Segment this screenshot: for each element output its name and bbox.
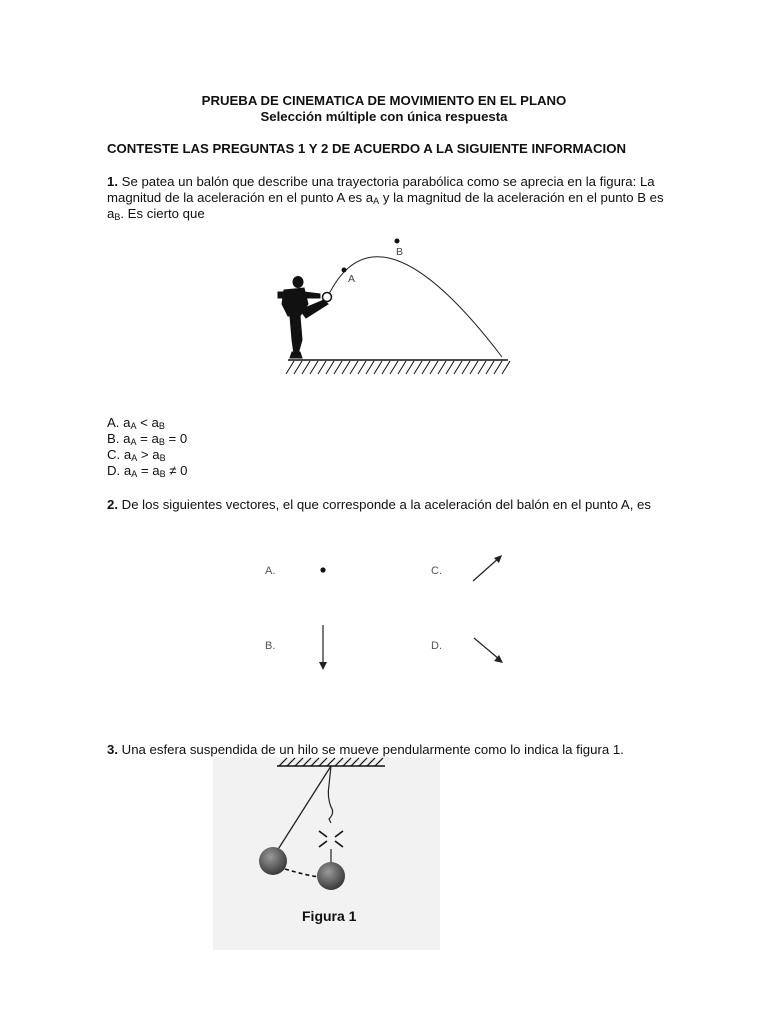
option-d[interactable]: D. $a_A = a_B \ne 0$: [107, 463, 188, 479]
point-b-marker: [395, 239, 400, 244]
question-2-text: 2. De los siguientes vectores, el que corresponde a la aceleración del balón en el punto A, es: [107, 497, 651, 512]
option-a[interactable]: A. $a_A < a_B$: [107, 415, 165, 431]
vector-d-label[interactable]: D.: [431, 640, 442, 652]
vector-a-dot-icon: [318, 566, 328, 576]
question-1-number: 1.: [107, 174, 118, 189]
option-b[interactable]: B. $a_A = a_B = 0$: [107, 431, 188, 447]
pendulum-figure: [213, 757, 440, 950]
point-b-label: B: [396, 246, 404, 258]
parabolic-trajectory: [328, 257, 502, 357]
vector-c-arrow-up-right-icon: [468, 550, 508, 586]
point-a-marker: [342, 268, 347, 273]
question-2-number: 2.: [107, 497, 118, 512]
vector-d-arrow-down-right-icon: [470, 634, 510, 666]
vector-b-label[interactable]: B.: [265, 640, 276, 652]
instructions: CONTESTE LAS PREGUNTAS 1 Y 2 DE ACUERDO A LA SIGUIENTE INFORMACION: [107, 141, 626, 156]
vector-a-label[interactable]: A.: [265, 565, 276, 577]
option-c[interactable]: C. $a_A > a_B$: [107, 447, 166, 463]
question-3-text: 3. Una esfera suspendida de un hilo se mueve pendularmente como lo indica la figura 1.: [107, 742, 624, 757]
trajectory-figure: [270, 232, 520, 378]
page-title: PRUEBA DE CINEMATICA DE MOVIMIENTO EN EL PLANO: [201, 93, 567, 108]
ground-hatching: [286, 361, 510, 374]
sphere-rest: [317, 862, 345, 890]
figure-1-caption: Figura 1: [302, 908, 357, 924]
ball-icon: [323, 293, 332, 302]
question-1-text: 1. Se patea un balón que describe una trayectoria parabólica como se aprecia en la figura: La magnitud de la aceleración en el punto A es $a_A$ y la magnitud de la aceleración en el punto B es $a_B$. Es cierto que: [107, 174, 664, 222]
kicker-figure: [278, 277, 328, 359]
vector-b-arrow-down-icon: [315, 622, 331, 672]
point-a-label: A: [348, 273, 356, 285]
question-3-number: 3.: [107, 742, 118, 757]
vector-c-label[interactable]: C.: [431, 565, 442, 577]
page-subtitle: Selección múltiple con única respuesta: [260, 109, 508, 124]
sphere-displaced: [259, 847, 287, 875]
